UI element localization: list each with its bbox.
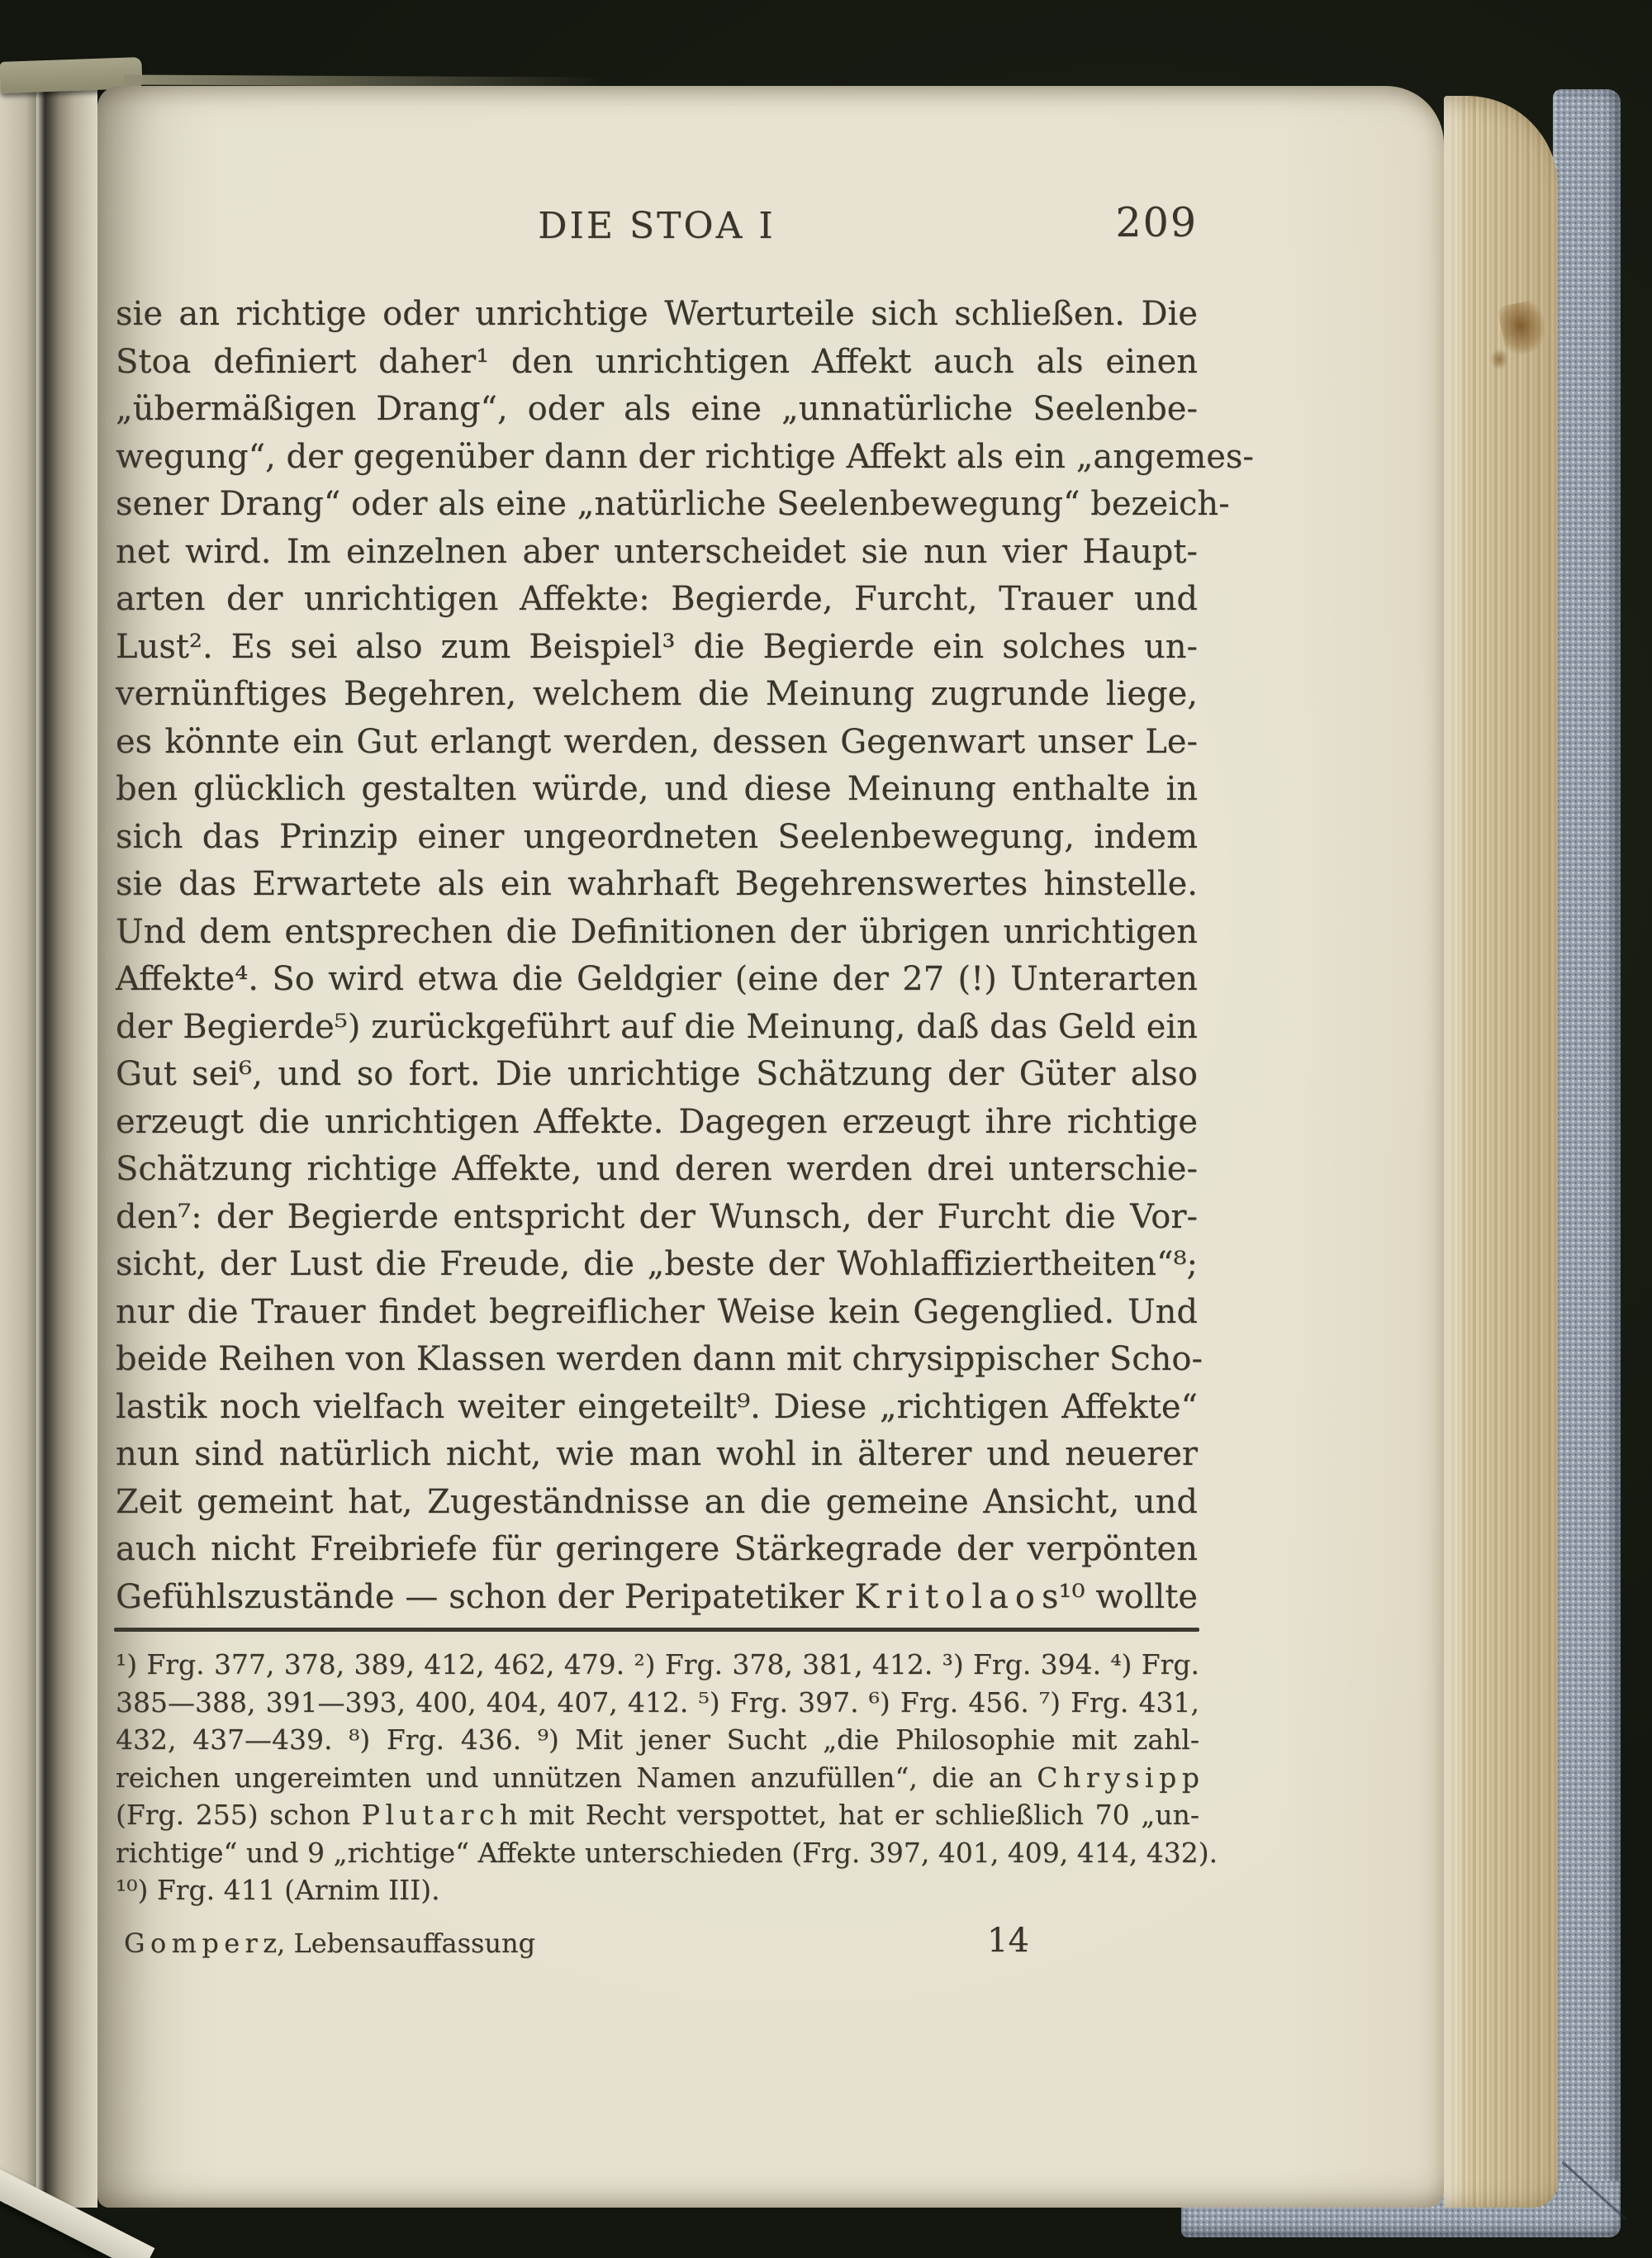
book-signature: G o m p e r z, Lebensauffassung: [124, 1928, 536, 1959]
facing-page-edge: [0, 79, 36, 2204]
body-line: sie an richtige oder unrichtige Werturteile sich schließen. Die: [116, 295, 1198, 333]
body-line: lastik noch vielfach weiter eingeteilt⁹. Diese „richtigen Affekte“: [116, 1387, 1198, 1426]
footnote-line: 432, 437—439. ⁸) Frg. 436. ⁹) Mit jener Sucht „die Philosophie mit zahl-: [116, 1723, 1199, 1756]
signature-line: [116, 1920, 1198, 1966]
page-block-fore-edge: [1444, 96, 1558, 2208]
body-line: sener Drang“ oder als eine „natürliche Seelenbewegung“ bezeich-: [116, 485, 1230, 523]
body-line: sich das Prinzip einer ungeordneten Seelenbewegung, indem: [116, 817, 1198, 856]
body-line: ben glücklich gestalten würde, und diese Meinung enthalte in: [116, 770, 1198, 808]
body-line: nur die Trauer findet begreiflicher Weise kein Gegenglied. Und: [116, 1292, 1198, 1331]
footnotes: [116, 1646, 1218, 1909]
body-line: Und dem entsprechen die Definitionen der übrigen unrichtigen: [116, 912, 1198, 951]
body-line: erzeugt die unrichtigen Affekte. Dagegen erzeugt ihre richtige: [116, 1102, 1198, 1141]
body-line: nun sind natürlich nicht, wie man wohl in älterer und neuerer: [116, 1435, 1198, 1473]
body-line: es könnte ein Gut erlangt werden, dessen Gegenwart unser Le-: [116, 722, 1198, 761]
body-text: [116, 291, 1254, 1621]
sheet-number: 14: [987, 1922, 1029, 1960]
footnote-line: 385—388, 391—393, 400, 404, 407, 412. ⁵) Frg. 397. ⁶) Frg. 456. ⁷) Frg. 431,: [116, 1685, 1199, 1718]
body-line: Stoa definiert daher¹ den unrichtigen Affekt auch als einen: [116, 342, 1198, 381]
footnote-line: (Frg. 255) schon P l u t a r c h mit Recht verspottet, hat er schließlich 70 „un-: [116, 1799, 1199, 1831]
page-title: DIE STOA I: [538, 205, 776, 247]
body-line: vernünftiges Begehren, welchem die Meinung zugrunde liege,: [116, 675, 1198, 713]
body-line: Lust². Es sei also zum Beispiel³ die Begierde ein solches un-: [116, 627, 1198, 666]
cover-cloth-right: [1553, 89, 1621, 2237]
body-line: Gefühlszustände — schon der Peripatetiker K r i t o l a o s¹⁰ wollte: [116, 1577, 1198, 1616]
footnote-line: ¹⁰) Frg. 411 (Arnim III).: [116, 1874, 440, 1906]
book-page: [97, 86, 1444, 2208]
body-line: Schätzung richtige Affekte, und deren werden drei unterschie-: [116, 1150, 1198, 1188]
body-line: den⁷: der Begierde entspricht der Wunsch, der Furcht die Vor-: [116, 1197, 1198, 1236]
body-line: arten der unrichtigen Affekte: Begierde, Furcht, Trauer und: [116, 580, 1198, 618]
body-line: sie das Erwartete als ein wahrhaft Begehrenswertes hinstelle.: [116, 865, 1198, 903]
running-head: [116, 199, 1198, 253]
body-line: sicht, der Lust die Freude, die „beste der Wohlaffiziertheiten“⁸;: [116, 1245, 1198, 1283]
footnote-line: ¹) Frg. 377, 378, 389, 412, 462, 479. ²) Frg. 378, 381, 412. ³) Frg. 394. ⁴) Frg.: [116, 1648, 1199, 1680]
body-line: Affekte⁴. So wird etwa die Geldgier (eine der 27 (!) Unterarten: [116, 960, 1198, 998]
body-line: „übermäßigen Drang“, oder als eine „unnatürliche Seelenbe-: [116, 390, 1198, 428]
body-line: beide Reihen von Klassen werden dann mit chrysippischer Scho-: [116, 1340, 1203, 1378]
body-line: Gut sei⁶, und so fort. Die unrichtige Schätzung der Güter also: [116, 1055, 1198, 1093]
footnote-rule: [114, 1628, 1199, 1632]
body-line: Zeit gemeint hat, Zugeständnisse an die gemeine Ansicht, und: [116, 1482, 1198, 1521]
fore-edge-stain-small: [1490, 349, 1508, 370]
footnote-line: reichen ungereimten und unnützen Namen anzufüllen“, die an C h r y s i p p: [116, 1761, 1199, 1794]
footnote-line: richtige“ und 9 „richtige“ Affekte unterschieden (Frg. 397, 401, 409, 414, 432).: [116, 1836, 1218, 1869]
body-line: auch nicht Freibriefe für geringere Stärkegrade der verpönten: [116, 1530, 1198, 1568]
body-line: net wird. Im einzelnen aber unterscheidet sie nun vier Haupt-: [116, 532, 1198, 571]
page-number: 209: [1115, 199, 1198, 246]
body-line: der Begierde⁵) zurückgeführt auf die Meinung, daß das Geld ein: [116, 1007, 1198, 1046]
gutter-shadow: [36, 83, 97, 2208]
body-line: wegung“, der gegenüber dann der richtige Affekt als ein „angemes-: [116, 437, 1254, 476]
